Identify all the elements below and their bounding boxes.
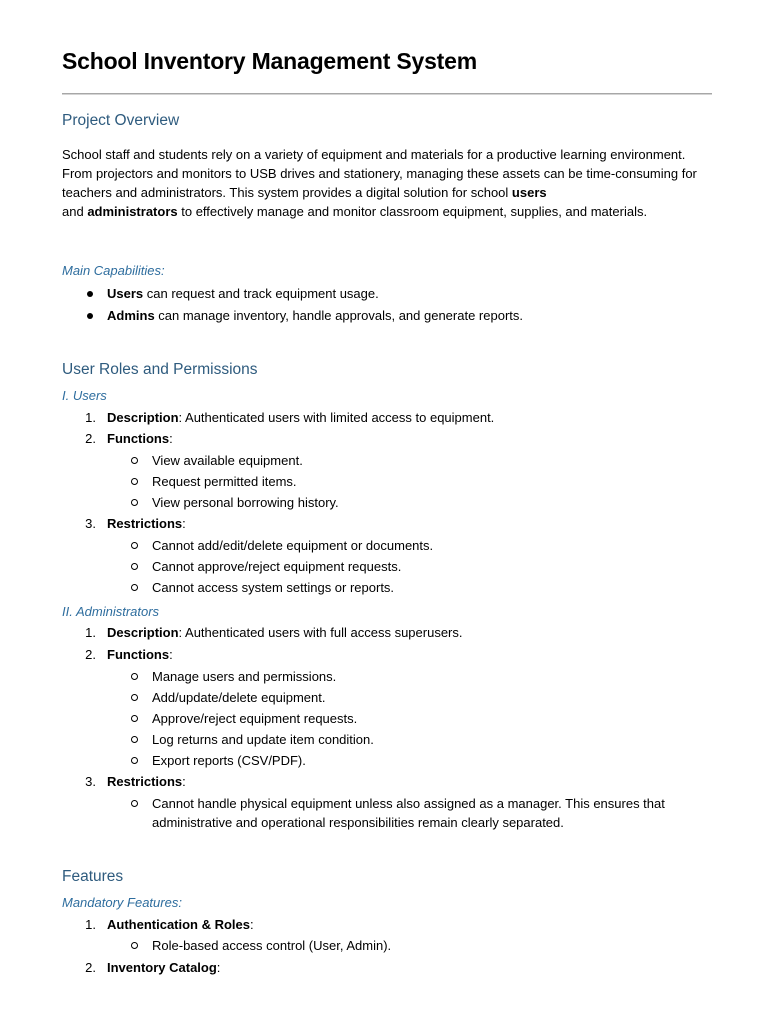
section-heading-user-roles: User Roles and Permissions bbox=[62, 361, 258, 378]
admins-function-item: Add/update/delete equipment. bbox=[152, 690, 326, 705]
admins-function-item: Manage users and permissions. bbox=[152, 669, 337, 684]
circle-bullet-icon bbox=[131, 800, 138, 807]
title-divider bbox=[62, 93, 712, 95]
subheading-administrators: II. Administrators bbox=[62, 604, 160, 619]
capability-item-admins: Admins can manage inventory, handle approvals, and generate reports. bbox=[107, 308, 524, 323]
feature-sub-item: Role-based access control (User, Admin). bbox=[152, 938, 392, 953]
overview-text-3: to effectively manage and monitor classroom equipment, supplies, and materials. bbox=[177, 204, 648, 219]
overview-text-1: School staff and students rely on a variety of equipment and materials for a productive learning environment. From projectors and monitors to USB drives and stationery, managing these assets can be time-consuming for teachers and administrators. This system provides a digital solution for school bbox=[62, 147, 697, 200]
feature-item-inventory-catalog: Inventory Catalog: bbox=[107, 960, 221, 975]
circle-bullet-icon bbox=[131, 736, 138, 743]
list-number: 2. bbox=[85, 431, 96, 446]
list-number: 2. bbox=[85, 960, 96, 975]
users-function-item: View available equipment. bbox=[152, 453, 303, 468]
circle-bullet-icon bbox=[131, 478, 138, 485]
users-function-item: View personal borrowing history. bbox=[152, 495, 339, 510]
subheading-mandatory-features: Mandatory Features: bbox=[62, 895, 182, 910]
admins-description: Description: Authenticated users with full access superusers. bbox=[107, 625, 463, 640]
admins-function-item: Log returns and update item condition. bbox=[152, 732, 374, 747]
circle-bullet-icon bbox=[131, 563, 138, 570]
admins-function-item: Approve/reject equipment requests. bbox=[152, 711, 358, 726]
subheading-users: I. Users bbox=[62, 388, 107, 403]
list-number: 3. bbox=[85, 774, 96, 789]
circle-bullet-icon bbox=[131, 757, 138, 764]
users-restriction-item: Cannot approve/reject equipment requests. bbox=[152, 559, 402, 574]
circle-bullet-icon bbox=[131, 457, 138, 464]
list-number: 3. bbox=[85, 516, 96, 531]
bullet-icon bbox=[87, 291, 93, 297]
overview-paragraph bbox=[62, 145, 712, 221]
circle-bullet-icon bbox=[131, 942, 138, 949]
document-title: School Inventory Management System bbox=[62, 48, 477, 74]
admins-restriction-line-1: Cannot handle physical equipment unless also assigned as a manager. This ensures that bbox=[152, 796, 665, 811]
circle-bullet-icon bbox=[131, 499, 138, 506]
list-number: 1. bbox=[85, 917, 96, 932]
overview-bold-users: users bbox=[511, 185, 547, 200]
users-functions-label: Functions: bbox=[107, 431, 173, 446]
admins-restrictions-label: Restrictions: bbox=[107, 774, 186, 789]
circle-bullet-icon bbox=[131, 715, 138, 722]
admins-restriction-line-2: administrative and operational responsibilities remain clearly separated. bbox=[152, 815, 564, 830]
users-restriction-item: Cannot add/edit/delete equipment or documents. bbox=[152, 538, 434, 553]
bullet-icon bbox=[87, 313, 93, 319]
section-heading-features: Features bbox=[62, 868, 124, 885]
admins-functions-label: Functions: bbox=[107, 647, 173, 662]
admins-function-item: Export reports (CSV/PDF). bbox=[152, 753, 306, 768]
overview-text-2: and bbox=[62, 204, 88, 219]
list-number: 2. bbox=[85, 647, 96, 662]
circle-bullet-icon bbox=[131, 542, 138, 549]
users-function-item: Request permitted items. bbox=[152, 474, 297, 489]
circle-bullet-icon bbox=[131, 673, 138, 680]
list-number: 1. bbox=[85, 625, 96, 640]
section-heading-project-overview: Project Overview bbox=[62, 112, 180, 129]
users-restrictions-label: Restrictions: bbox=[107, 516, 186, 531]
capability-item-users: Users can request and track equipment usage. bbox=[107, 286, 379, 301]
list-number: 1. bbox=[85, 410, 96, 425]
overview-bold-administrators: administrators bbox=[87, 204, 178, 219]
circle-bullet-icon bbox=[131, 584, 138, 591]
subheading-main-capabilities: Main Capabilities: bbox=[62, 263, 165, 278]
users-restriction-item: Cannot access system settings or reports. bbox=[152, 580, 395, 595]
users-description: Description: Authenticated users with limited access to equipment. bbox=[107, 410, 495, 425]
circle-bullet-icon bbox=[131, 694, 138, 701]
feature-item-authentication: Authentication & Roles: bbox=[107, 917, 254, 932]
